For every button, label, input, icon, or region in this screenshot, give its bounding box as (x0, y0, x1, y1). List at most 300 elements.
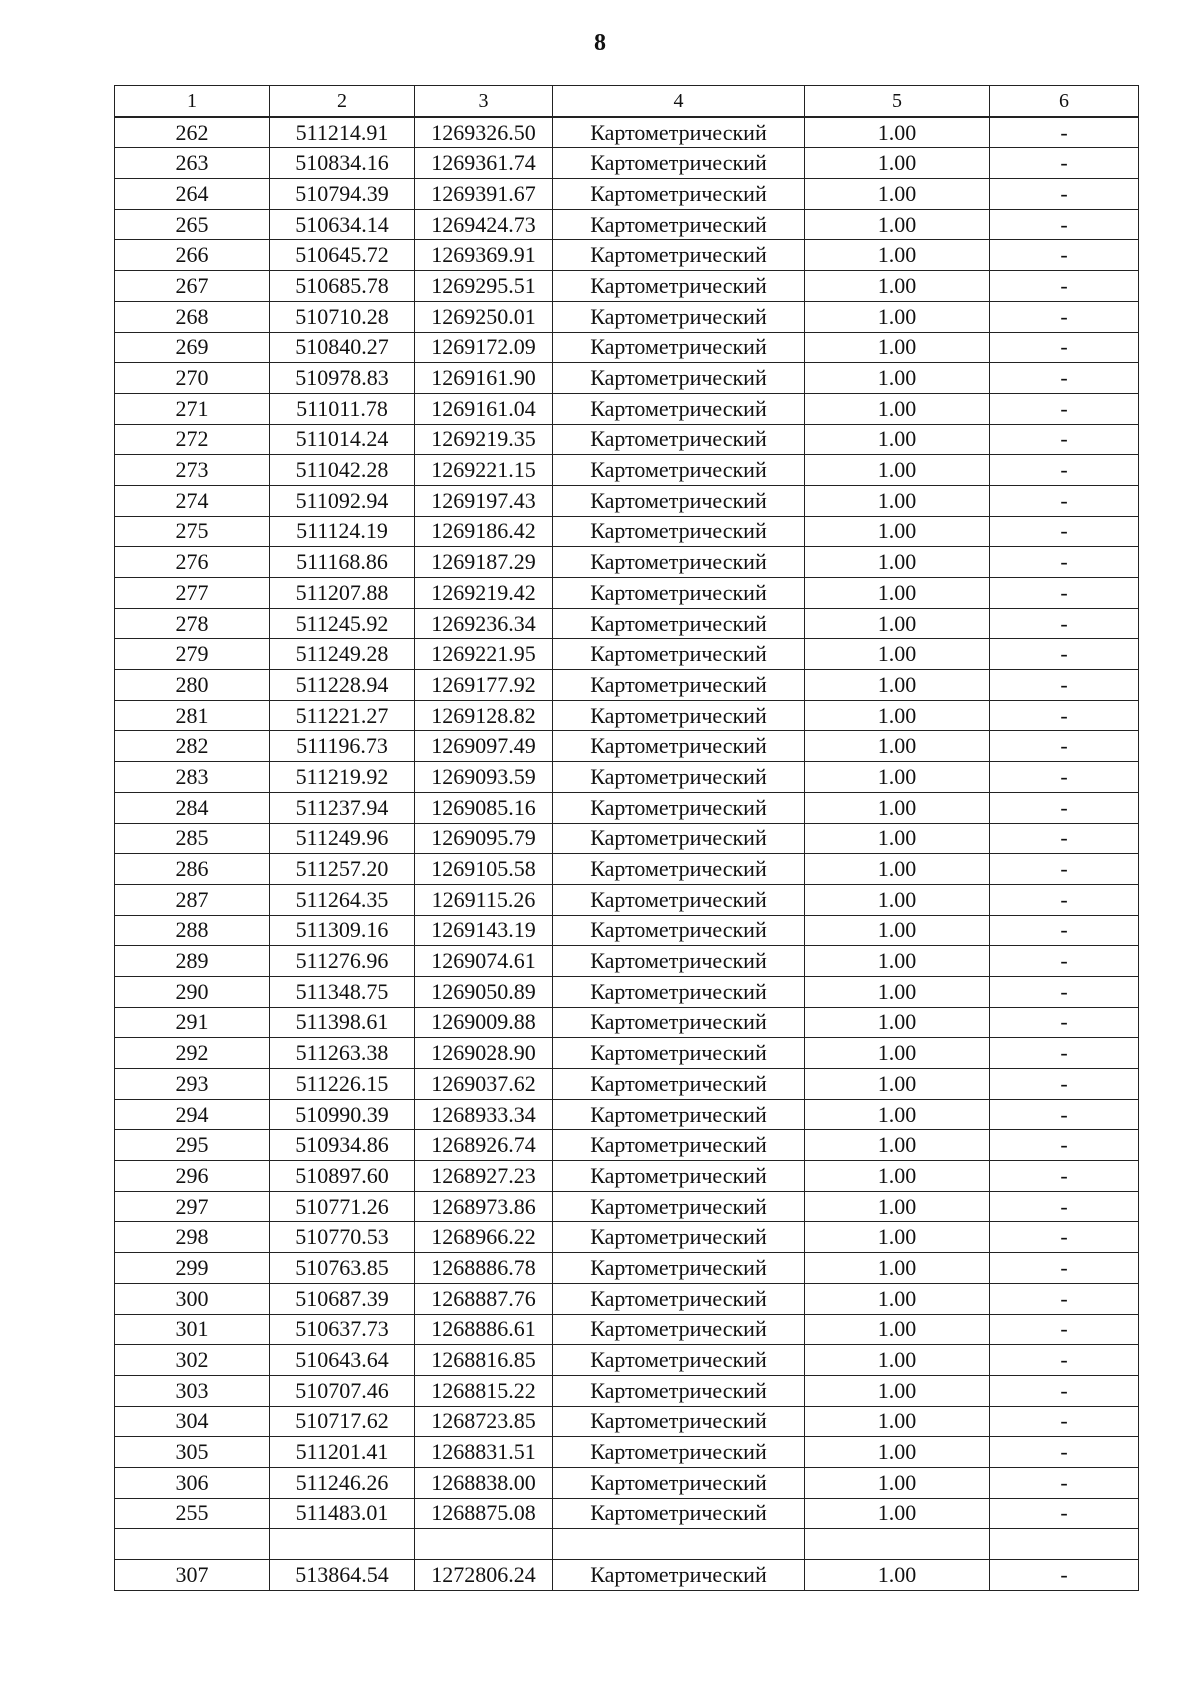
x-coordinate-cell: 511257.20 (270, 854, 415, 885)
note-cell: - (990, 1406, 1139, 1437)
accuracy-cell: 1.00 (805, 1467, 990, 1498)
accuracy-cell: 1.00 (805, 915, 990, 946)
accuracy-cell: 1.00 (805, 240, 990, 271)
table-row (115, 1498, 1139, 1529)
x-coordinate-cell: 511398.61 (270, 1007, 415, 1038)
accuracy-cell: 1.00 (805, 1253, 990, 1284)
x-coordinate-cell: 513864.54 (270, 1560, 415, 1591)
accuracy-cell: 1.00 (805, 1069, 990, 1100)
accuracy-cell: 1.00 (805, 363, 990, 394)
table-row (115, 424, 1139, 455)
x-coordinate-cell: 511263.38 (270, 1038, 415, 1069)
point-number-cell: 278 (115, 608, 270, 639)
point-number-cell: 283 (115, 762, 270, 793)
point-number-cell: 298 (115, 1222, 270, 1253)
method-cell: Картометрический (553, 1130, 805, 1161)
method-cell: Картометрический (553, 301, 805, 332)
accuracy-cell: 1.00 (805, 1498, 990, 1529)
note-cell: - (990, 1253, 1139, 1284)
y-coordinate-cell: 1268723.85 (415, 1406, 553, 1437)
method-cell: Картометрический (553, 946, 805, 977)
y-coordinate-cell: 1269097.49 (415, 731, 553, 762)
y-coordinate-cell: 1269295.51 (415, 271, 553, 302)
x-coordinate-cell: 511014.24 (270, 424, 415, 455)
point-number-cell: 277 (115, 578, 270, 609)
method-cell: Картометрический (553, 393, 805, 424)
table-row (115, 271, 1139, 302)
point-number-cell: 276 (115, 547, 270, 578)
point-number-cell: 289 (115, 946, 270, 977)
table-row (115, 1314, 1139, 1345)
x-coordinate-cell: 510637.73 (270, 1314, 415, 1345)
note-cell: - (990, 1161, 1139, 1192)
method-cell: Картометрический (553, 516, 805, 547)
accuracy-cell: 1.00 (805, 792, 990, 823)
y-coordinate-cell: 1268933.34 (415, 1099, 553, 1130)
note-cell: - (990, 301, 1139, 332)
x-coordinate-cell: 510840.27 (270, 332, 415, 363)
table-body (115, 117, 1139, 1591)
note-cell: - (990, 915, 1139, 946)
accuracy-cell: 1.00 (805, 1283, 990, 1314)
x-coordinate-cell: 511201.41 (270, 1437, 415, 1468)
note-cell: - (990, 1222, 1139, 1253)
method-cell: Картометрический (553, 1406, 805, 1437)
y-coordinate-cell: 1269161.90 (415, 363, 553, 394)
point-number-cell: 303 (115, 1375, 270, 1406)
table-row (115, 148, 1139, 179)
note-cell: - (990, 1560, 1139, 1591)
method-cell: Картометрический (553, 1222, 805, 1253)
note-cell: - (990, 731, 1139, 762)
x-coordinate-cell: 511042.28 (270, 455, 415, 486)
y-coordinate-cell: 1269391.67 (415, 179, 553, 210)
point-number-cell: 266 (115, 240, 270, 271)
y-coordinate-cell: 1268973.86 (415, 1191, 553, 1222)
table-row (115, 1283, 1139, 1314)
accuracy-cell: 1.00 (805, 209, 990, 240)
table-row (115, 1253, 1139, 1284)
table-row (115, 1069, 1139, 1100)
point-number-cell: 255 (115, 1498, 270, 1529)
accuracy-cell: 1.00 (805, 578, 990, 609)
y-coordinate-cell: 1269161.04 (415, 393, 553, 424)
x-coordinate-cell: 511219.92 (270, 762, 415, 793)
method-cell: Картометрический (553, 1560, 805, 1591)
y-coordinate-cell: 1269115.26 (415, 884, 553, 915)
table-row (115, 731, 1139, 762)
point-number-cell: 272 (115, 424, 270, 455)
y-coordinate-cell: 1269028.90 (415, 1038, 553, 1069)
x-coordinate-cell: 511168.86 (270, 547, 415, 578)
note-cell: - (990, 424, 1139, 455)
x-coordinate-cell: 510634.14 (270, 209, 415, 240)
y-coordinate-cell: 1269197.43 (415, 485, 553, 516)
table-row (115, 578, 1139, 609)
table-row (115, 301, 1139, 332)
method-cell: Картометрический (553, 271, 805, 302)
method-cell: Картометрический (553, 854, 805, 885)
accuracy-cell: 1.00 (805, 485, 990, 516)
table-row (115, 976, 1139, 1007)
x-coordinate-cell: 511214.91 (270, 117, 415, 148)
point-number-cell: 304 (115, 1406, 270, 1437)
method-cell: Картометрический (553, 209, 805, 240)
x-coordinate-cell: 511276.96 (270, 946, 415, 977)
table-row (115, 485, 1139, 516)
note-cell: - (990, 1375, 1139, 1406)
point-number-cell: 273 (115, 455, 270, 486)
method-cell: Картометрический (553, 1467, 805, 1498)
column-header: 2 (270, 86, 415, 117)
y-coordinate-cell: 1269187.29 (415, 547, 553, 578)
point-number-cell: 301 (115, 1314, 270, 1345)
note-cell: - (990, 1498, 1139, 1529)
y-coordinate-cell: 1268887.76 (415, 1283, 553, 1314)
accuracy-cell: 1.00 (805, 1437, 990, 1468)
y-coordinate-cell: 1269105.58 (415, 854, 553, 885)
note-cell: - (990, 670, 1139, 701)
x-coordinate-cell: 511196.73 (270, 731, 415, 762)
y-coordinate-cell: 1268875.08 (415, 1498, 553, 1529)
table-row (115, 455, 1139, 486)
point-number-cell: 293 (115, 1069, 270, 1100)
accuracy-cell: 1.00 (805, 179, 990, 210)
table-row (115, 117, 1139, 148)
table-row (115, 1038, 1139, 1069)
x-coordinate-cell: 510770.53 (270, 1222, 415, 1253)
coordinates-table (114, 85, 1139, 1591)
method-cell: Картометрический (553, 1007, 805, 1038)
method-cell: Картометрический (553, 179, 805, 210)
note-cell: - (990, 823, 1139, 854)
point-number-cell: 280 (115, 670, 270, 701)
point-number-cell: 263 (115, 148, 270, 179)
page-number: 8 (594, 30, 606, 56)
accuracy-cell: 1.00 (805, 762, 990, 793)
note-cell: - (990, 1130, 1139, 1161)
note-cell: - (990, 608, 1139, 639)
note-cell: - (990, 1191, 1139, 1222)
y-coordinate-cell: 1269074.61 (415, 946, 553, 977)
note-cell: - (990, 700, 1139, 731)
x-coordinate-cell: 510687.39 (270, 1283, 415, 1314)
table-row (115, 363, 1139, 394)
x-coordinate-cell: 511092.94 (270, 485, 415, 516)
y-coordinate-cell: 1269186.42 (415, 516, 553, 547)
accuracy-cell: 1.00 (805, 1345, 990, 1376)
method-cell: Картометрический (553, 792, 805, 823)
point-number-cell: 274 (115, 485, 270, 516)
point-number-cell: 268 (115, 301, 270, 332)
table-row (115, 1467, 1139, 1498)
x-coordinate-cell: 510794.39 (270, 179, 415, 210)
method-cell: Картометрический (553, 1038, 805, 1069)
note-cell: - (990, 946, 1139, 977)
note-cell: - (990, 240, 1139, 271)
point-number-cell: 286 (115, 854, 270, 885)
x-coordinate-cell: 510978.83 (270, 363, 415, 394)
point-number-cell: 284 (115, 792, 270, 823)
note-cell: - (990, 578, 1139, 609)
accuracy-cell: 1.00 (805, 1130, 990, 1161)
note-cell: - (990, 884, 1139, 915)
table-row (115, 946, 1139, 977)
x-coordinate-cell: 511249.28 (270, 639, 415, 670)
table-row (115, 1191, 1139, 1222)
x-coordinate-cell: 510897.60 (270, 1161, 415, 1192)
note-cell: - (990, 1283, 1139, 1314)
method-cell: Картометрический (553, 823, 805, 854)
accuracy-cell: 1.00 (805, 455, 990, 486)
accuracy-cell: 1.00 (805, 1222, 990, 1253)
point-number-cell: 281 (115, 700, 270, 731)
point-number-cell: 294 (115, 1099, 270, 1130)
point-number-cell: 290 (115, 976, 270, 1007)
accuracy-cell (805, 1529, 990, 1560)
table-row (115, 915, 1139, 946)
note-cell: - (990, 762, 1139, 793)
column-header: 6 (990, 86, 1139, 117)
note-cell: - (990, 1069, 1139, 1100)
table-row (115, 1222, 1139, 1253)
table-row (115, 1406, 1139, 1437)
y-coordinate-cell: 1269093.59 (415, 762, 553, 793)
accuracy-cell: 1.00 (805, 332, 990, 363)
table-row (115, 179, 1139, 210)
accuracy-cell: 1.00 (805, 271, 990, 302)
table-row (115, 516, 1139, 547)
y-coordinate-cell: 1269326.50 (415, 117, 553, 148)
y-coordinate-cell: 1268886.61 (415, 1314, 553, 1345)
table-row (115, 1007, 1139, 1038)
note-cell: - (990, 485, 1139, 516)
accuracy-cell: 1.00 (805, 1038, 990, 1069)
method-cell: Картометрический (553, 1069, 805, 1100)
accuracy-cell: 1.00 (805, 547, 990, 578)
accuracy-cell: 1.00 (805, 1314, 990, 1345)
point-number-cell: 299 (115, 1253, 270, 1284)
note-cell: - (990, 1345, 1139, 1376)
point-number-cell: 307 (115, 1560, 270, 1591)
note-cell: - (990, 1467, 1139, 1498)
column-header: 4 (553, 86, 805, 117)
point-number-cell: 285 (115, 823, 270, 854)
note-cell: - (990, 209, 1139, 240)
y-coordinate-cell: 1269009.88 (415, 1007, 553, 1038)
y-coordinate-cell: 1268838.00 (415, 1467, 553, 1498)
note-cell: - (990, 854, 1139, 885)
x-coordinate-cell: 510771.26 (270, 1191, 415, 1222)
point-number-cell (115, 1529, 270, 1560)
method-cell: Картометрический (553, 608, 805, 639)
y-coordinate-cell: 1269221.15 (415, 455, 553, 486)
x-coordinate-cell (270, 1529, 415, 1560)
note-cell: - (990, 271, 1139, 302)
note-cell: - (990, 639, 1139, 670)
note-cell: - (990, 792, 1139, 823)
x-coordinate-cell: 511348.75 (270, 976, 415, 1007)
method-cell: Картометрический (553, 639, 805, 670)
column-header: 1 (115, 86, 270, 117)
y-coordinate-cell: 1268815.22 (415, 1375, 553, 1406)
method-cell: Картометрический (553, 1498, 805, 1529)
point-number-cell: 291 (115, 1007, 270, 1038)
table-row (115, 240, 1139, 271)
method-cell: Картометрический (553, 1437, 805, 1468)
method-cell: Картометрический (553, 731, 805, 762)
accuracy-cell: 1.00 (805, 731, 990, 762)
method-cell: Картометрический (553, 884, 805, 915)
method-cell: Картометрический (553, 485, 805, 516)
note-cell: - (990, 1007, 1139, 1038)
method-cell: Картометрический (553, 424, 805, 455)
accuracy-cell: 1.00 (805, 700, 990, 731)
table-row (115, 884, 1139, 915)
note-cell: - (990, 332, 1139, 363)
table-header-row (115, 86, 1139, 117)
accuracy-cell: 1.00 (805, 823, 990, 854)
method-cell: Картометрический (553, 547, 805, 578)
point-number-cell: 269 (115, 332, 270, 363)
table-row (115, 209, 1139, 240)
x-coordinate-cell: 511221.27 (270, 700, 415, 731)
table-row (115, 1529, 1139, 1560)
x-coordinate-cell: 511246.26 (270, 1467, 415, 1498)
accuracy-cell: 1.00 (805, 301, 990, 332)
y-coordinate-cell: 1269361.74 (415, 148, 553, 179)
x-coordinate-cell: 511237.94 (270, 792, 415, 823)
method-cell: Картометрический (553, 332, 805, 363)
point-number-cell: 297 (115, 1191, 270, 1222)
note-cell: - (990, 148, 1139, 179)
table-row (115, 608, 1139, 639)
x-coordinate-cell: 511249.96 (270, 823, 415, 854)
y-coordinate-cell: 1269050.89 (415, 976, 553, 1007)
note-cell: - (990, 393, 1139, 424)
accuracy-cell: 1.00 (805, 148, 990, 179)
note-cell: - (990, 363, 1139, 394)
table-row (115, 762, 1139, 793)
table-row (115, 1099, 1139, 1130)
accuracy-cell: 1.00 (805, 424, 990, 455)
point-number-cell: 275 (115, 516, 270, 547)
method-cell: Картометрический (553, 700, 805, 731)
accuracy-cell: 1.00 (805, 1191, 990, 1222)
x-coordinate-cell: 511228.94 (270, 670, 415, 701)
method-cell: Картометрический (553, 1375, 805, 1406)
point-number-cell: 296 (115, 1161, 270, 1192)
method-cell: Картометрический (553, 1161, 805, 1192)
table-row (115, 854, 1139, 885)
y-coordinate-cell: 1268927.23 (415, 1161, 553, 1192)
x-coordinate-cell: 510710.28 (270, 301, 415, 332)
table-row (115, 1560, 1139, 1591)
x-coordinate-cell: 510645.72 (270, 240, 415, 271)
point-number-cell: 295 (115, 1130, 270, 1161)
accuracy-cell: 1.00 (805, 1375, 990, 1406)
x-coordinate-cell: 510934.86 (270, 1130, 415, 1161)
method-cell: Картометрический (553, 1253, 805, 1284)
method-cell: Картометрический (553, 1314, 805, 1345)
x-coordinate-cell: 511226.15 (270, 1069, 415, 1100)
method-cell: Картометрический (553, 117, 805, 148)
x-coordinate-cell: 511309.16 (270, 915, 415, 946)
note-cell: - (990, 117, 1139, 148)
y-coordinate-cell: 1269085.16 (415, 792, 553, 823)
point-number-cell: 302 (115, 1345, 270, 1376)
method-cell: Картометрический (553, 363, 805, 394)
point-number-cell: 292 (115, 1038, 270, 1069)
note-cell: - (990, 1437, 1139, 1468)
method-cell: Картометрический (553, 148, 805, 179)
note-cell: - (990, 1038, 1139, 1069)
accuracy-cell: 1.00 (805, 1007, 990, 1038)
method-cell: Картометрический (553, 976, 805, 1007)
table-row (115, 1130, 1139, 1161)
x-coordinate-cell: 510707.46 (270, 1375, 415, 1406)
accuracy-cell: 1.00 (805, 884, 990, 915)
note-cell: - (990, 976, 1139, 1007)
note-cell (990, 1529, 1139, 1560)
method-cell (553, 1529, 805, 1560)
y-coordinate-cell: 1269177.92 (415, 670, 553, 701)
column-header: 5 (805, 86, 990, 117)
accuracy-cell: 1.00 (805, 946, 990, 977)
note-cell: - (990, 547, 1139, 578)
accuracy-cell: 1.00 (805, 1099, 990, 1130)
x-coordinate-cell: 510717.62 (270, 1406, 415, 1437)
y-coordinate-cell: 1269143.19 (415, 915, 553, 946)
x-coordinate-cell: 511245.92 (270, 608, 415, 639)
y-coordinate-cell: 1269172.09 (415, 332, 553, 363)
x-coordinate-cell: 510990.39 (270, 1099, 415, 1130)
method-cell: Картометрический (553, 578, 805, 609)
point-number-cell: 267 (115, 271, 270, 302)
y-coordinate-cell (415, 1529, 553, 1560)
x-coordinate-cell: 511207.88 (270, 578, 415, 609)
x-coordinate-cell: 510643.64 (270, 1345, 415, 1376)
point-number-cell: 270 (115, 363, 270, 394)
y-coordinate-cell: 1268816.85 (415, 1345, 553, 1376)
accuracy-cell: 1.00 (805, 608, 990, 639)
y-coordinate-cell: 1268966.22 (415, 1222, 553, 1253)
method-cell: Картометрический (553, 1345, 805, 1376)
x-coordinate-cell: 511011.78 (270, 393, 415, 424)
note-cell: - (990, 179, 1139, 210)
table-row (115, 1375, 1139, 1406)
method-cell: Картометрический (553, 240, 805, 271)
y-coordinate-cell: 1269037.62 (415, 1069, 553, 1100)
point-number-cell: 287 (115, 884, 270, 915)
table-row (115, 1345, 1139, 1376)
accuracy-cell: 1.00 (805, 393, 990, 424)
method-cell: Картометрический (553, 670, 805, 701)
x-coordinate-cell: 511483.01 (270, 1498, 415, 1529)
point-number-cell: 265 (115, 209, 270, 240)
note-cell: - (990, 455, 1139, 486)
y-coordinate-cell: 1269369.91 (415, 240, 553, 271)
y-coordinate-cell: 1269095.79 (415, 823, 553, 854)
table-row (115, 823, 1139, 854)
table-row (115, 393, 1139, 424)
accuracy-cell: 1.00 (805, 1161, 990, 1192)
y-coordinate-cell: 1269219.42 (415, 578, 553, 609)
note-cell: - (990, 516, 1139, 547)
accuracy-cell: 1.00 (805, 639, 990, 670)
method-cell: Картометрический (553, 1283, 805, 1314)
point-number-cell: 279 (115, 639, 270, 670)
